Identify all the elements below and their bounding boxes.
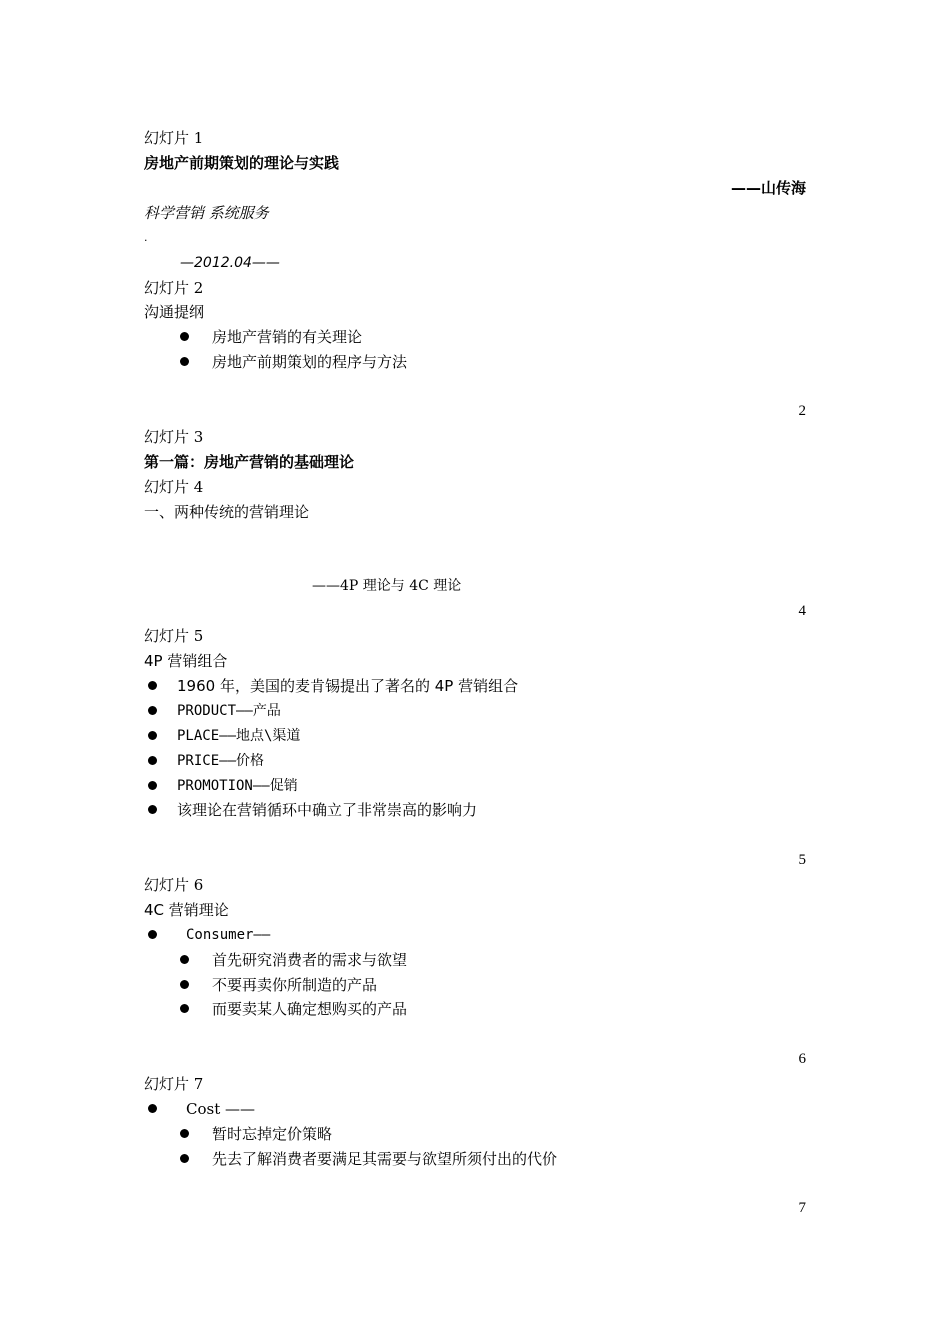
slide-1-author: ——山传海 [730, 179, 806, 197]
slide-2-heading: 沟通提纲 [144, 303, 205, 321]
page-number: 2 [798, 403, 806, 419]
bullet-icon [148, 731, 157, 740]
slide-7-label: 幻灯片 7 [144, 1075, 204, 1093]
slide-6-label: 幻灯片 6 [144, 876, 204, 894]
bullet-icon [180, 357, 189, 366]
slide-6-item-1: Consumer—— [186, 927, 271, 943]
slide-5-item-1: 1960 年，美国的麦肯锡提出了著名的 4P 营销组合 [177, 677, 519, 695]
bullet-icon [180, 980, 189, 989]
slide-1-slogan: 科学营销 系统服务 [144, 204, 269, 222]
bullet-icon [180, 1154, 189, 1163]
slide-2-item-2: 房地产前期策划的程序与方法 [212, 353, 408, 371]
bullet-icon [148, 930, 157, 939]
slide-1-dot: . [144, 231, 148, 244]
slide-2-item-1: 房地产营销的有关理论 [212, 328, 363, 346]
slide-3-heading: 第一篇：房地产营销的基础理论 [144, 453, 355, 471]
slide-4-subheading: ——4P 理论与 4C 理论 [312, 578, 462, 594]
slide-7-item-1: Cost —— [186, 1100, 256, 1118]
bullet-icon [148, 805, 157, 814]
slide-6-sub-1: 首先研究消费者的需求与欲望 [212, 951, 408, 969]
slide-7-sub-2: 先去了解消费者要满足其需要与欲望所须付出的代价 [212, 1150, 558, 1168]
bullet-icon [180, 332, 189, 341]
slide-3-label: 幻灯片 3 [144, 428, 204, 446]
slide-2-label: 幻灯片 2 [144, 279, 204, 297]
slide-5-heading: 4P 营销组合 [144, 652, 228, 670]
bullet-icon [148, 706, 157, 715]
page-number: 6 [798, 1051, 806, 1067]
slide-5-item-2: PRODUCT——产品 [177, 703, 281, 719]
slide-4-heading: 一、两种传统的营销理论 [144, 503, 310, 521]
bullet-icon [180, 1129, 189, 1138]
bullet-icon [148, 681, 157, 690]
page-number: 7 [798, 1200, 806, 1216]
slide-7-sub-1: 暂时忘掉定价策略 [212, 1125, 333, 1143]
slide-5-label: 幻灯片 5 [144, 627, 204, 645]
bullet-icon [148, 756, 157, 765]
slide-1-date: —2012.04—— [180, 255, 280, 271]
slide-1-label: 幻灯片 1 [144, 129, 204, 147]
slide-6-sub-3: 而要卖某人确定想购买的产品 [212, 1000, 408, 1018]
bullet-icon [180, 955, 189, 964]
slide-5-item-5: PROMOTION——促销 [177, 778, 298, 794]
slide-5-item-4: PRICE——价格 [177, 753, 265, 769]
bullet-icon [148, 1104, 157, 1113]
slide-6-heading: 4C 营销理论 [144, 901, 229, 919]
bullet-icon [148, 781, 157, 790]
bullet-icon [180, 1004, 189, 1013]
slide-5-item-6: 该理论在营销循环中确立了非常崇高的影响力 [177, 801, 478, 819]
slide-1-heading: 房地产前期策划的理论与实践 [144, 154, 340, 172]
page-number: 5 [798, 852, 806, 868]
slide-6-sub-2: 不要再卖你所制造的产品 [212, 976, 378, 994]
slide-5-item-3: PLACE——地点\渠道 [177, 728, 301, 744]
slide-4-label: 幻灯片 4 [144, 478, 204, 496]
page-number: 4 [798, 603, 806, 619]
